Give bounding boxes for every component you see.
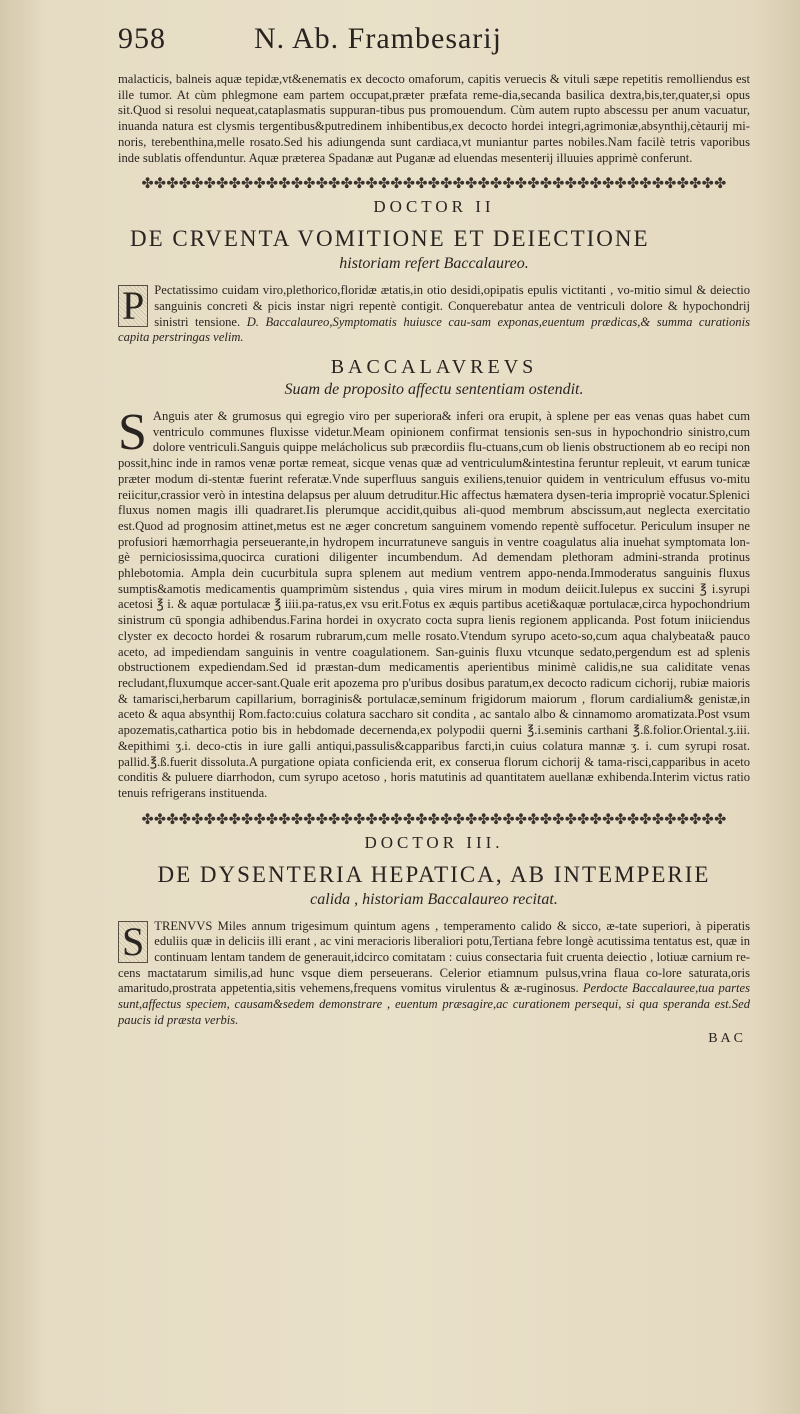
case-history-question: D. Baccalaureo,Symptomatis huiusce cau-sam exponas,euentum prædicas,& summa curationis capita perstringas velim. (118, 314, 750, 345)
drop-cap-p: P (118, 285, 148, 327)
case-history-paragraph (118, 919, 750, 1029)
drop-cap-s: S (118, 921, 148, 963)
page-number: 958 (118, 22, 166, 55)
section-subtitle: historiam refert Baccalaureo. (339, 255, 529, 273)
case-history-paragraph (118, 283, 750, 346)
case-history-text: Pectatissimo cuidam viro,plethorico,floridæ ætatis,in otio desidi,opipatis epulis victitanti , vo-mitio simul & deiectio sanguinis concreti & picis instar nigri repentè contigit. Conquerebatur antea de ventriculi dolore & hypochondrij sinistri tensione. (154, 283, 750, 329)
section-title-cruenta-vomitione: DE CRVENTA VOMITIONE ET DEIECTIONE (130, 226, 650, 252)
running-title: N. Ab. Frambesarij (254, 22, 502, 55)
speaker-heading: BACCALAVREVS (330, 356, 538, 379)
section-label-doctor-3: DOCTOR III. (364, 832, 504, 852)
opening-paragraph: malacticis, balneis aquæ tepidæ,vt&enematis ex decocto omaforum, capitis veruecis & vituli sæpe repetitis remolliendus est ille tumor. At cùm phlegmone eam partem occupat,præter præfata reme-dia,secanda basilica dextra,bis,ter,quater,si opus sit.Quod si resolui nequeat,cataplasmatis suppuran-tibus pus promouendum. Cùm autem rupto abscessu per anum vacuatur, inuanda natura est clysmis tergentibus&putredinem inhibentibus,ex decocto hordei integri,agrimoniæ,absynthij,cètaurij mi-noris, terebenthina,melle rosato.Sed his adiungenda sunt cardiaca,vt muniantur partes nobiles.Nam facilè tetris vaporibus inde sublatis offenduntur. Aquæ præterea Spadanæ aut Puganæ ad eluendas mesenterij illuuies apprimè conferunt. (118, 72, 750, 165)
speaker-subtitle: Suam de proposito affectu sententiam ostendit. (284, 381, 584, 399)
drop-cap-s: S (118, 404, 147, 462)
case-history-text: TRENVVS Miles annum trigesimum quintum agens , temperamento calido & sicco, æ-tate superiori, à piperatis eduliis quæ in deliciis illi erant , ac vini meracioris liberaliori potu,Tertiana febre longè acutissima tentatus est, quæ in continuam lentam tandem de generauit,idcirco comitatam : cuius consectaria fuit cruenta deiectio , lotiuæ carnium re-cens mactatarum similis,ad hunc vsque diem perseuerans. Celerior etiamnum pulsus,vrina flaua co-lore saturata,oris amaritudo,prostrata appetentia,sitis vehemens,frequens vomitus virulentus & æ-ruginosus. (118, 918, 750, 996)
case-history-question: Perdocte Baccalauree,tua partes sunt,affectus speciem, causam&sedem demonstrare , euentum præsagire,ac curationem persequi, si qua speranda est.Sed paucis id præsta verbis. (118, 981, 751, 1027)
section-subtitle: calida , historiam Baccalaureo recitat. (310, 890, 558, 908)
response-text: Anguis ater & grumosus qui egregio viro per superiora& inferi ora erupit, à splene per eas venas quas habet cum ventriculo communes fluxisse videtur.Meam opinionem confirmat tensionis sen-sus in hypochondrio sinistro,cum dolore ventriculi.Sanguis quippe melácholicus sub præcordiis flu-ctuans,cum ob lienis obstructionem ab eo recipi non possit,hinc inde in ramos venæ portæ remeat, sicque venas quæ ad ventriculum&intestina feruntur repleuit, vt earum tunicæ præter modum di-stentæ fuerint referatæ.Vnde superfluus sanguis exiliens,tenuior quidem in ventriculum effusus vo-mitu reiicitur,crassior verò in intestina delapsus per aluum detruditur.Hic affectus hæmatera dysen-teria impropriè vocatur.Splenici fluxus nomen magis illi quadraret.Iis plerumque accidit,quibus ali-quod membrum abscissum,aut neglecta exercitatio est.Quod ad prognosim attinet,metus est ne æger concretum sanguinem vomendo repentè suffocetur. Periculum insuper ne profusiori hæmorrhagia perseuerante,in hydropem incurratuneve sanguis in ventre coagulatus alia inuehat symptomata lon-gè perniciosissima,quocirca curationi diligenter incumbendum. Ad demendam plethoram admini-stranda protinus phlebotomia. Ampla dein cucurbitula supra splenem aut medium ventrem appo-nenda.Immoderatus sanguinis fluxus sumptis&amotis medicamentis quamprimùm sistendus , quia vires mirum in modum deiicit.Iulepus ex succini ℥ i.syrupi acetosi ℥ i. & aquæ portulacæ ℥ iiii.pa-ratus,ex vsu erit.Fotus ex æquis partibus aceti&aquæ portulacæ,circa hypochondrium sinistrum cū spongia adhibendus.Farina hordei in oxycrato cocta supra lienis regionem applicanda. Post fotum iniiciendus clyster ex decocto hordei & rosarum rubrarum,cum melle rosato.Vtendum syrupo aceto-so,cum aqua chalybeata& pauco aceto, ad impediendam sanguinis in ventre coagulationem. San-guinis fluxu vtcunque sedato,pergendum est ad splenis obstructionem expediendam.Sed id præstan-dum medicamentis aperientibus minimè calidis,ne sua caliditate venas recludant,fluxumque accer-sant.Quale erit apozema pro p'uribus dosibus paratum,ex decocto radicum cichorij, rubiæ maioris & tamarisci,herbarum capillarium, borraginis& portulacæ,seminum frigidorum maiorum , florum cardialium& genistæ,in aceto & aqua absynthij Rom.facto:cuius colatura saccharo sit condita , ac santalo albo & cinnamomo aromatizata.Post vsum apozematis,cathartica potio bis in hebdomade decernenda,ex polypodii querni ℥.i.seminis carthani ℥.ß.folior.Oriental.ʒ.iii. &epithimi ʒ.i. deco-ctis in iure galli antiqui,passulis&capparibus farcti,in cuius colatura mannæ ʒ. i. cum syrupi rosat. pallid.℥.ß.fuerit dissoluta.A purgatione opiata conficienda erit, ex conserua florum cichorij & tama-risci,capparibus in aceto conditis & puluere diarrhodon, cum syrupo acetoso , horis matutinis ad quantitatem auellanæ exhibenda.Interim victus ratio tenuis refrigerans instituenda. (118, 409, 750, 800)
section-label-doctor-2: DOCTOR II (373, 197, 495, 217)
catchword: BAC (708, 1030, 746, 1046)
running-head (118, 22, 750, 72)
response-paragraph (118, 404, 750, 802)
section-title-dysenteria-hepatica: DE DYSENTERIA HEPATICA, AB INTEMPERIE (157, 861, 711, 887)
ornament-divider: ✤✤✤✤✤✤✤✤✤✤✤✤✤✤✤✤✤✤✤✤✤✤✤✤✤✤✤✤✤✤✤✤✤✤✤✤✤✤✤✤✤✤✤✤✤✤✤ (141, 176, 727, 193)
ornament-divider: ✤✤✤✤✤✤✤✤✤✤✤✤✤✤✤✤✤✤✤✤✤✤✤✤✤✤✤✤✤✤✤✤✤✤✤✤✤✤✤✤✤✤✤✤✤✤✤ (141, 811, 727, 828)
